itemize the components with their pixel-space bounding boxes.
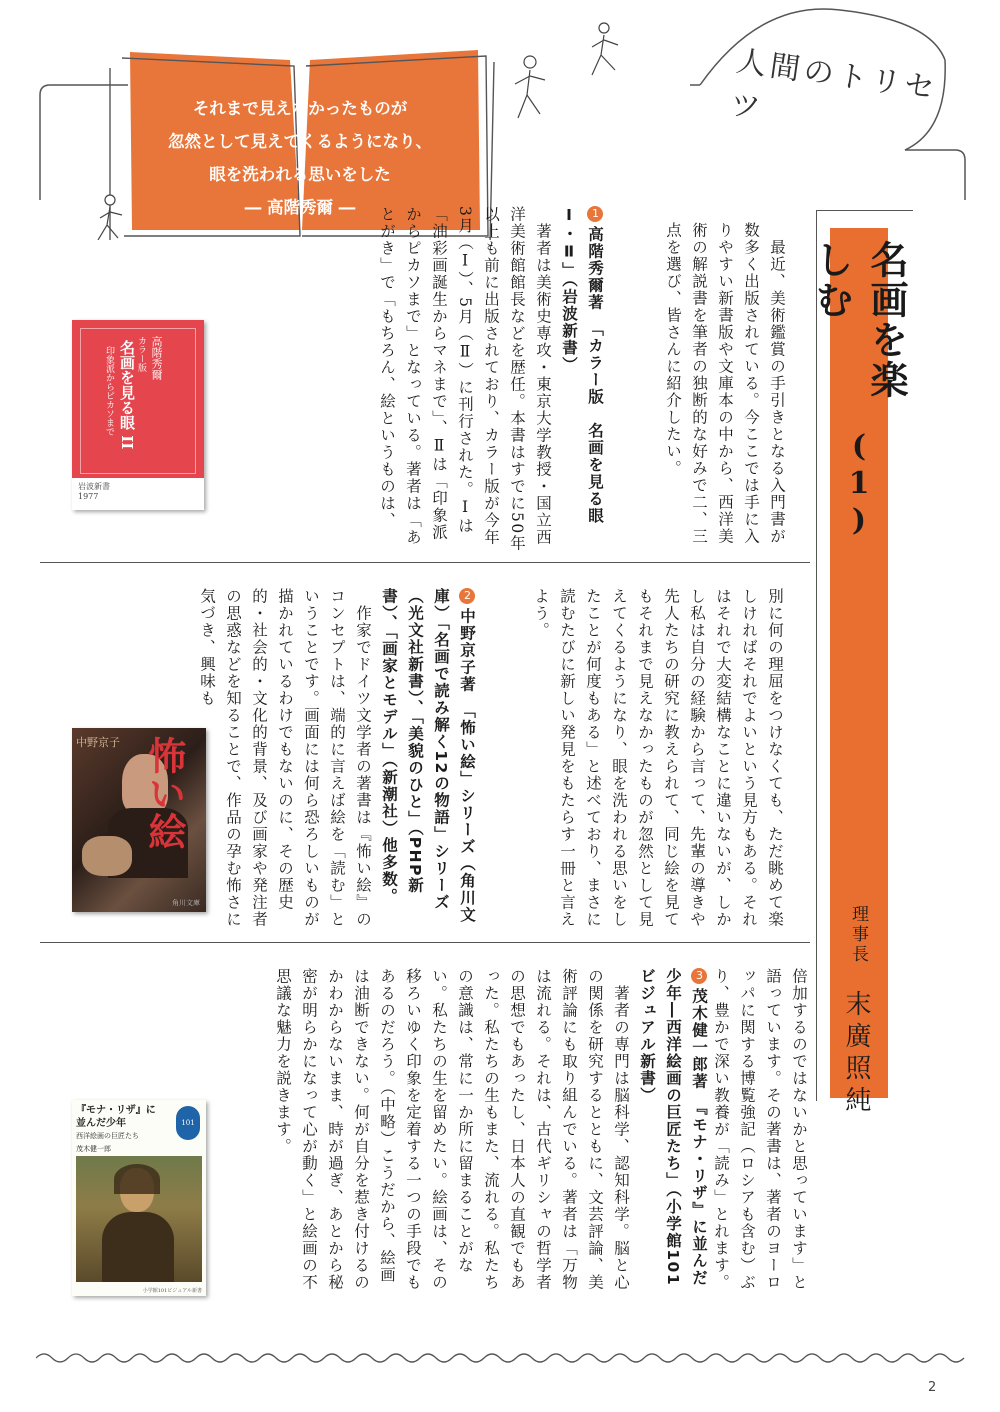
page-number: 2 bbox=[928, 1380, 937, 1395]
section1-block bbox=[348, 206, 608, 552]
book1-author: 高階秀爾 bbox=[150, 336, 163, 380]
book1-series-label: カラー版 bbox=[136, 336, 146, 372]
section2-block bbox=[198, 588, 480, 928]
book1-code: 1977 bbox=[78, 492, 99, 501]
quote-line-1: それまで見えなかったものが bbox=[192, 99, 408, 118]
book1-publisher: 岩波新書 bbox=[78, 482, 110, 491]
series-title: 人間のトリセツ bbox=[727, 43, 941, 127]
book2-title: 怖い絵 bbox=[142, 736, 187, 850]
book3-publisher: 小学館101ビジュアル新書 bbox=[142, 1288, 202, 1294]
book3-series-badge: 101 bbox=[176, 1106, 200, 1140]
runner-icon-2 bbox=[592, 23, 618, 75]
author-role: 理事長 bbox=[848, 905, 868, 965]
book2-publisher: 角川文庫 bbox=[172, 899, 200, 907]
book2-author: 中野京子 bbox=[76, 736, 120, 749]
divider-1 bbox=[40, 562, 810, 563]
book3-title-2: 並んだ少年 bbox=[76, 1118, 126, 1129]
quote-line-3: 眼を洗われる思いをした bbox=[209, 165, 391, 184]
section1-number: 1 bbox=[589, 206, 602, 222]
quote-line-2: 忽然として見えてくるようになり、 bbox=[168, 132, 432, 151]
section2-number: 2 bbox=[461, 588, 474, 604]
book3-subtitle: 西洋絵画の巨匠たち bbox=[76, 1132, 139, 1140]
book-cover-kowai-e bbox=[72, 728, 206, 912]
article-title: 名画を楽しむ (1) bbox=[809, 240, 909, 540]
section1-heading: 高階秀爾著 「カラー版 名画を見る眼Ⅰ・Ⅱ」（岩波新書） bbox=[560, 206, 604, 525]
book3-title-1: 『モナ・リザ』に bbox=[76, 1105, 156, 1116]
section3-number: 3 bbox=[693, 968, 706, 984]
book1-title: 名画を見る眼 II bbox=[118, 340, 136, 450]
book3-author: 茂木健一郎 bbox=[76, 1145, 111, 1153]
footer-wave bbox=[36, 1348, 968, 1368]
quote-attribution: ― 高階秀爾 ― bbox=[244, 198, 356, 217]
section3-body: 著者の専門は脳科学、認知科学。脳と心の関係を研究するとともに、文芸評論、美術評論にも取り組んでいる。著者は「万物は流れる。それは、古代ギリシャの哲学者の思想でもあったし、日本人の直観でもあった。私たちの生もまた、流れる。私たちの意識は、常に一か所に留まることがない。私たちの生を留めたい。絵画は、その移ろいゆく印象を定着する一つの手段でもあるのだろう。（中略）こうだから、絵画は油断できない。何が自分を惹き付けるのかわからないまま、時が過ぎ、あとから秘密が明らかになって心が動く」と絵画の不思議な魅力を説きます。 bbox=[274, 968, 630, 1291]
section3-heading: 茂木健一郎著 『モナ・リザ』に並んだ少年―西洋絵画の巨匠たち」（小学館101ビジュアル新書） bbox=[638, 968, 708, 1287]
continued2-text: 倍加するのではないかと思っています」と語っています。その著書は、著者のヨーロッパに関する博覧強記（ロシアも含む）ぶり、豊かで深い教養が「読み」とれます。 bbox=[712, 968, 808, 1291]
book-cover-meigawomiru bbox=[72, 320, 204, 510]
section2-body: 作家でドイツ文学者の著書は『怖い絵』のコンセプトは、端的に言えば絵を「読む」ということです。画面には何ら恐ろしいものが描かれているわけでもないのに、その歴史的・社会的・文化的背景、及び画家や発注者の思惑などを知ることで、作品の孕む怖さに気づき、興味も bbox=[198, 588, 372, 928]
author-name: 末廣照純 bbox=[841, 990, 871, 1118]
book1-subtitle: 印象派からピカソまで bbox=[104, 346, 114, 436]
section1-body: 著者は美術史専攻・東京大学教授・国立西洋美術館館長などを歴任。本書はすでに50年以上も前に出版されており、カラー版が今年3月（Ⅰ）、5月（Ⅱ）に刊行された。Ⅰは「油彩画誕生からマネまで」、Ⅱは「印象派からピカソまで」となっている。著者は「あとがき」で「もちろん、絵というものは、 bbox=[378, 206, 552, 552]
section2-heading: 中野京子著 「怖い絵」シリーズ（角川文庫）「名画で読み解く12の物語」シリーズ（光文社新書）、「美貌のひと」（PHP新書）、「画家とモデル」（新潮社）他多数。 bbox=[380, 588, 476, 924]
book-cover-monalisa bbox=[72, 1100, 206, 1296]
divider-2 bbox=[40, 942, 810, 943]
quote-block bbox=[130, 92, 470, 224]
intro-text: 最近、美術鑑賞の手引きとなる入門書が数多く出版されている。今ここでは手に入りやすい新書版や文庫本の中から、西洋美術の解説書を筆者の独断的な好みで二、三点を選び、皆さんに紹介したい。 bbox=[664, 222, 786, 545]
continued1-text: 別に何の理屈をつけなくても、ただ眺めて楽しければそれでよいという見方もある。それはそれで大変結構なことに違いないが、しかし私は自分の経験から言って、先輩の導きや先人たちの研究に教えられて、同じ絵を見てもそれまで見えなかったものが忽然として見えてくるようになり、眼を洗われる思いをしたことが何度もある」と述べており、まさに読むたびに新しい発見をもたらす一冊と言えよう。 bbox=[532, 588, 784, 928]
